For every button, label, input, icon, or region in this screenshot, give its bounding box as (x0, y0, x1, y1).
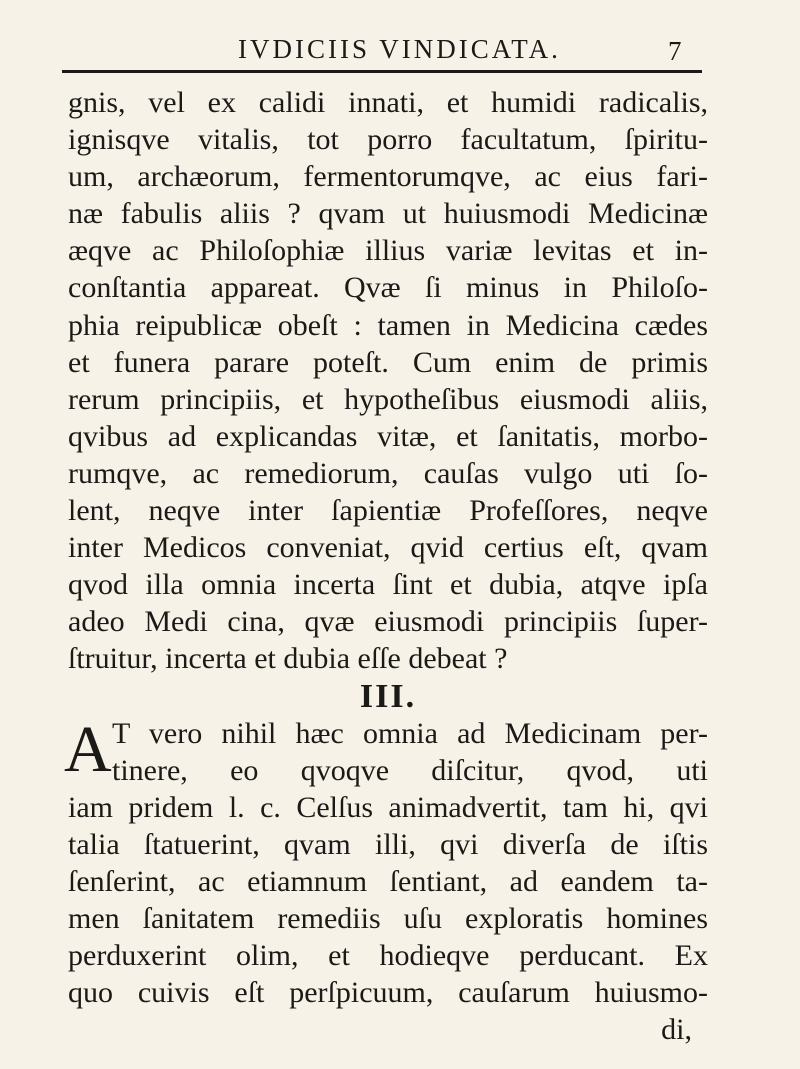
text-line: conſtantia appareat. Qvæ ſi minus in Philoſo- (68, 271, 708, 305)
text-line: gnis, vel ex calidi innati, et humidi radicalis, (68, 86, 708, 119)
body-text (64, 84, 708, 1048)
text-line: adeo Medi cina, qvæ eiusmodi principiis ſuper- (68, 605, 708, 639)
text-line: um, archæorum, fermentorumqve, ac eius fari- (68, 160, 708, 194)
catchword: di, (661, 1013, 692, 1047)
text-line: et funera parare poteſt. Cum enim de primis (68, 345, 708, 379)
text-line: quo cuivis eſt perſpicuum, cauſarum huiusmo- (68, 976, 708, 1010)
text-line: qvibus ad explicandas vitæ, et ſanitatis, morbo- (68, 419, 708, 453)
page-number: 7 (668, 36, 682, 66)
running-title: IVDICIIS VINDICATA. (238, 34, 561, 64)
section-heading: III. (359, 677, 417, 715)
text-line: rerum principiis, et hypotheſibus eiusmodi aliis, (68, 382, 708, 416)
text-line: rumqve, ac remediorum, cauſas vulgo uti ſo- (68, 456, 708, 490)
text-line: T vero nihil hæc omnia ad Medicinam per- (112, 716, 708, 750)
text-line: qvod illa omnia incerta ſint et dubia, atqve ipſa (68, 568, 708, 602)
text-line: lent, neqve inter ſapientiæ Profeſſores, neqve (68, 494, 708, 528)
text-line: perduxerint olim, et hodieqve perducant. Ex (68, 939, 708, 973)
running-head (62, 28, 702, 68)
text-line: ſenſerint, ac etiamnum ſentiant, ad eandem ta- (68, 864, 708, 898)
text-line: inter Medicos conveniat, qvid certius eſt, qvam (68, 531, 708, 565)
text-line: iam pridem l. c. Celſus animadvertit, tam hi, qvi (68, 790, 708, 824)
paragraph-opening (64, 712, 708, 789)
text-line: æqve ac Philoſophiæ illius variæ levitas et in- (68, 234, 708, 268)
text-line: phia reipublicæ obeſt : tamen in Medicina cædes (68, 308, 708, 342)
text-line: talia ſtatuerint, qvam illi, qvi diverſa de iſtis (68, 827, 708, 861)
text-line: ſtruitur, incerta et dubia eſſe debeat ? (68, 642, 508, 676)
text-line: ignisqve vitalis, tot porro facultatum, ſpiritu- (68, 123, 708, 157)
text-line: men ſanitatem remediis uſu exploratis homines (68, 902, 708, 936)
header-rule (62, 70, 702, 73)
drop-cap-initial: A (64, 712, 112, 786)
text-line: næ fabulis aliis ? qvam ut huiusmodi Medicinæ (68, 197, 708, 231)
text-line: tinere, eo qvoqve diſcitur, qvod, uti (112, 753, 708, 787)
